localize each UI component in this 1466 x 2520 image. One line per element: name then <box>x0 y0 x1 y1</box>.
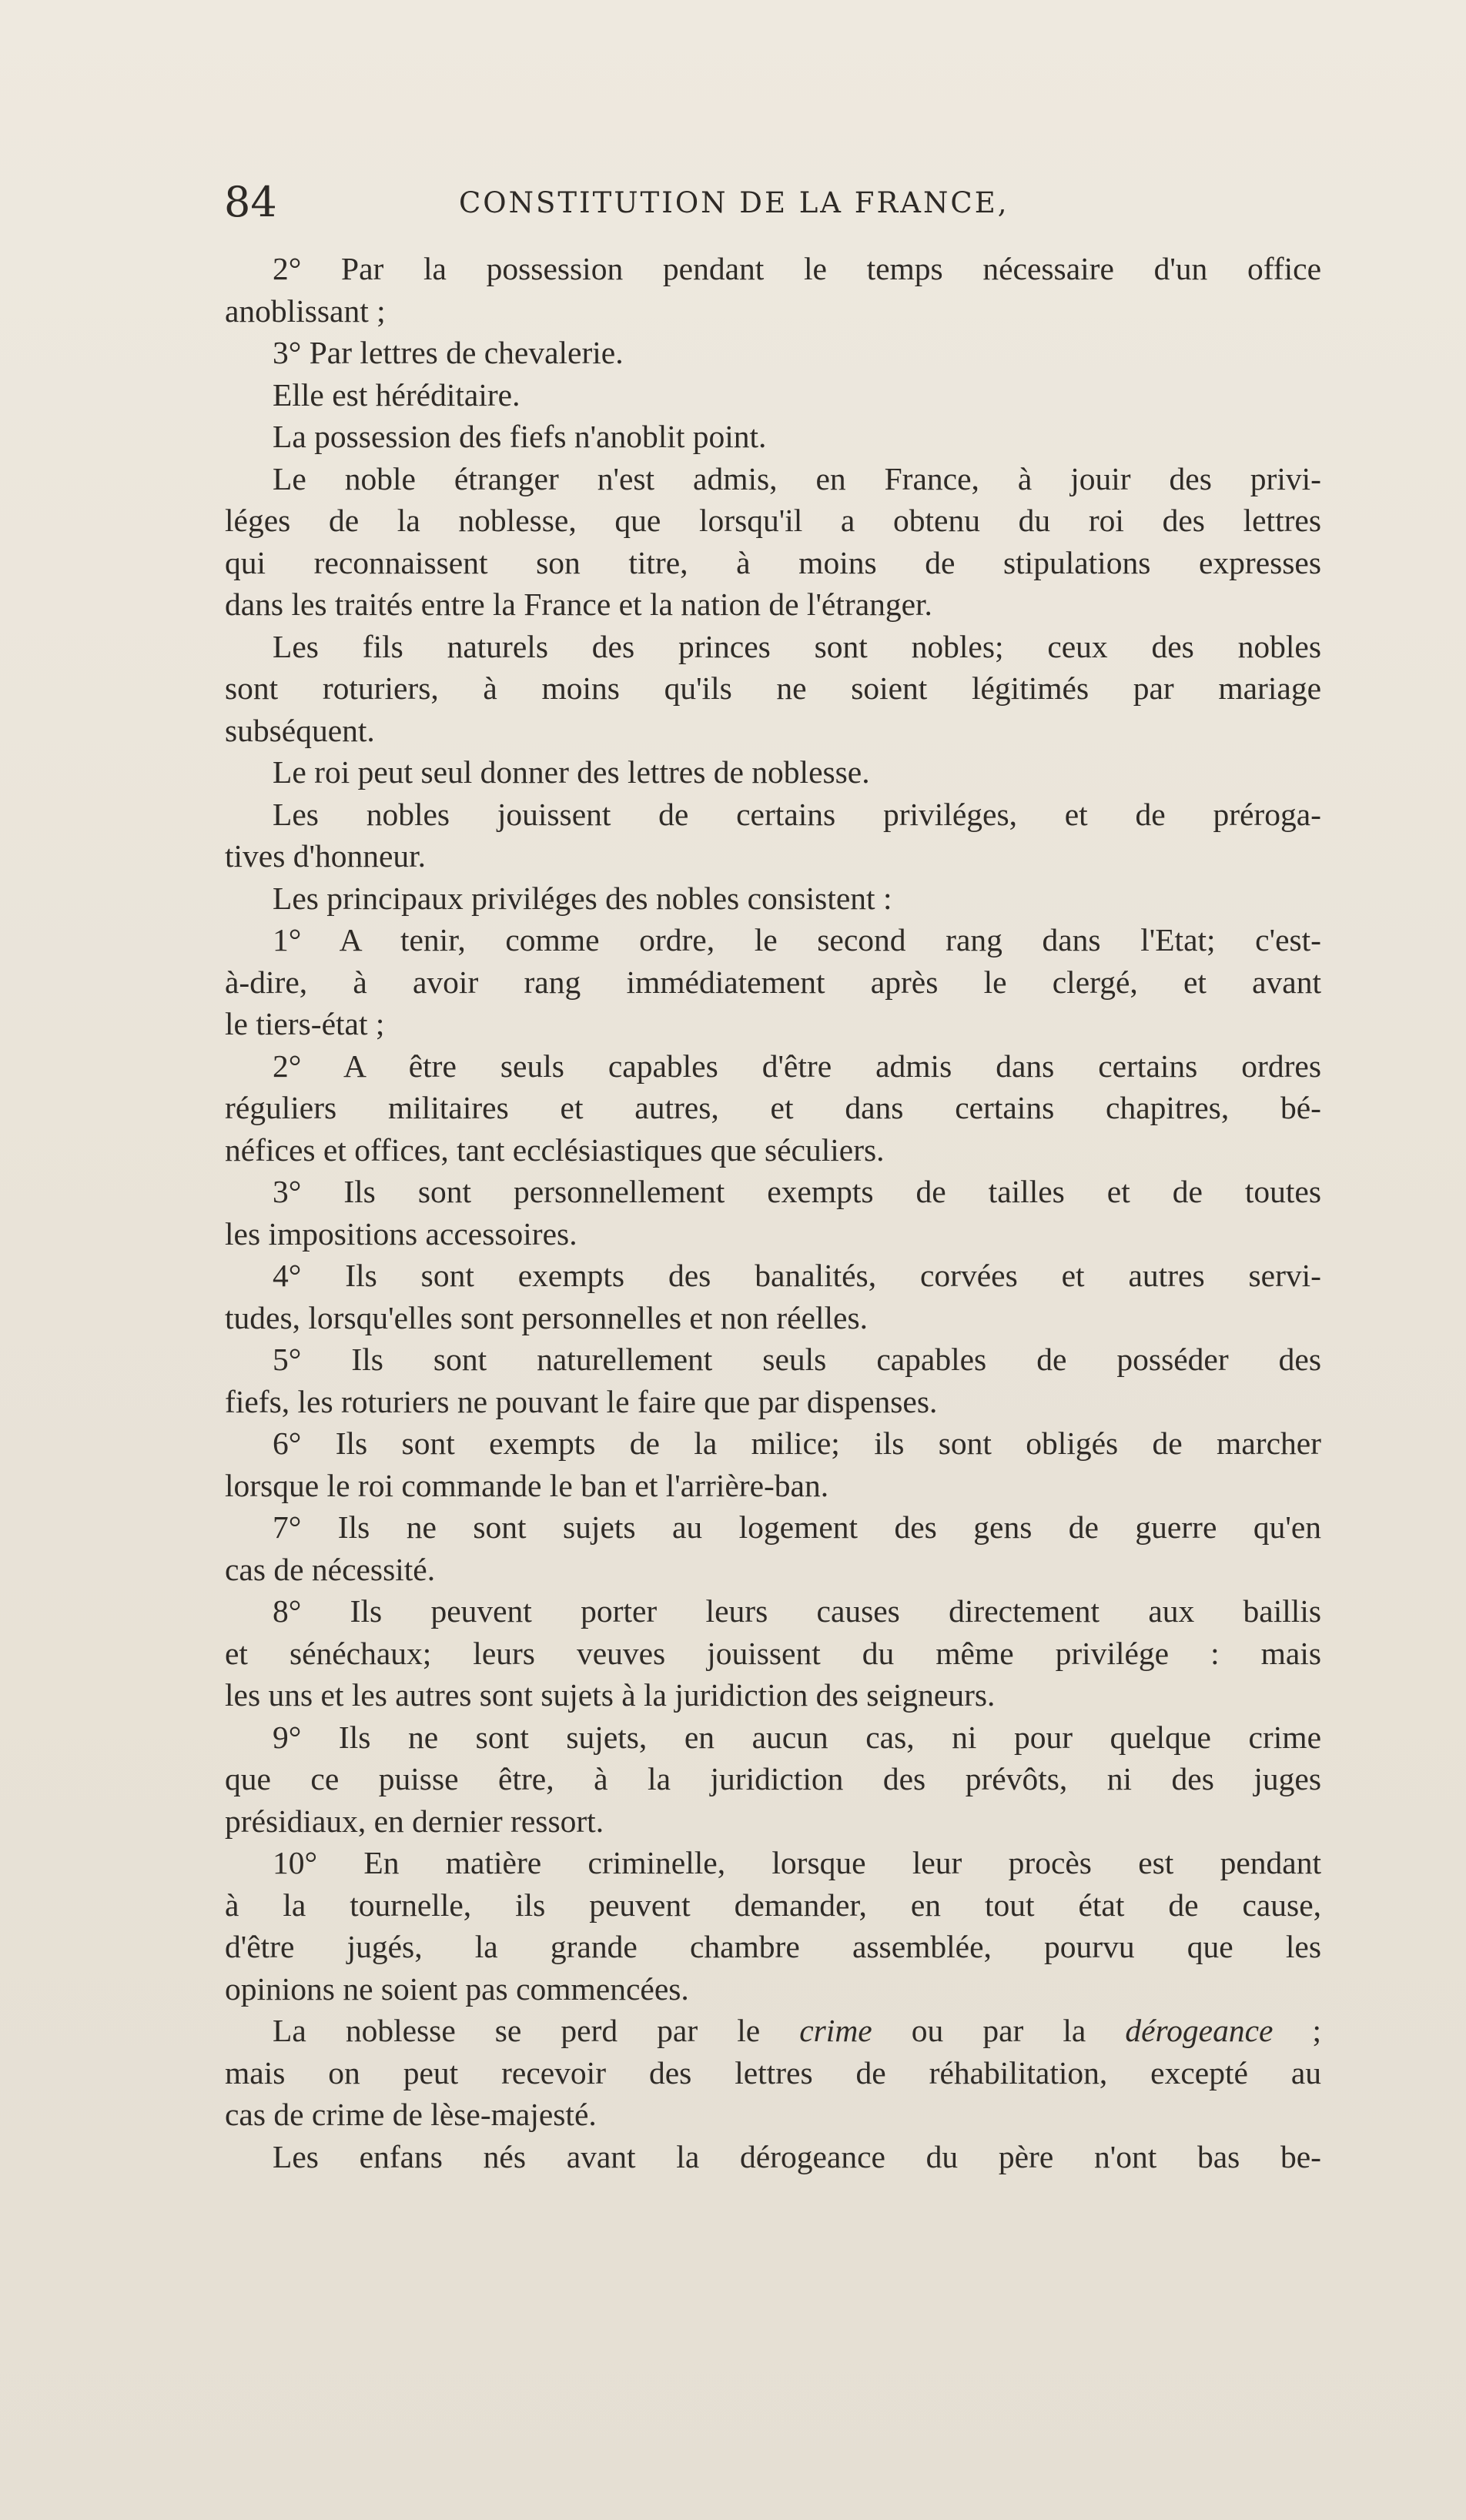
text-line: 1° A tenir, comme ordre, le second rang dans l'Etat; c'est- <box>273 922 1321 958</box>
text-line: 3° Par lettres de chevalerie. <box>273 335 624 370</box>
text-line: 6° Ils sont exempts de la milice; ils sont obligés de marcher <box>273 1425 1321 1461</box>
text-line: réguliers militaires et autres, et dans certains chapitres, bé- <box>225 1090 1321 1125</box>
text-line: 8° Ils peuvent porter leurs causes directement aux baillis <box>273 1593 1321 1629</box>
text-line: 7° Ils ne sont sujets au logement des gens de guerre qu'en <box>273 1509 1321 1545</box>
text-line: le tiers-état ; <box>225 1006 385 1041</box>
text-run: ou par la <box>872 2013 1126 2048</box>
text-line: tives d'honneur. <box>225 838 427 874</box>
text-line: opinions ne soient pas commencées. <box>225 1970 689 2007</box>
italic-word: dérogeance <box>1125 2013 1274 2048</box>
text-line: à-dire, à avoir rang immédiatement après le clergé, et avant <box>225 964 1321 1000</box>
text-run: La noblesse se perd par le <box>273 2013 800 2048</box>
text-line: 2° A être seuls capables d'être admis dans certains ordres <box>273 1048 1321 1084</box>
text-line: lorsque le roi commande le ban et l'arrière-ban. <box>225 1467 829 1503</box>
text-line: cas de crime de lèse-majesté. <box>225 2097 597 2132</box>
text-line: les impositions accessoires. <box>225 1215 577 1252</box>
text-line: 3° Ils sont personnellement exempts de tailles et de toutes <box>273 1174 1321 1209</box>
text-line: La possession des fiefs n'anoblit point. <box>273 419 767 454</box>
text-line: 4° Ils sont exempts des banalités, corvées et autres servi- <box>273 1258 1321 1293</box>
text-line: Le noble étranger n'est admis, en France, à jouir des privi- <box>273 460 1321 496</box>
text-line: mais on peut recevoir des lettres de réhabilitation, excepté au <box>225 2054 1321 2091</box>
running-title: CONSTITUTION DE LA FRANCE, <box>459 186 1009 219</box>
text-line: sont roturiers, à moins qu'ils ne soient légitimés par mariage <box>225 670 1321 706</box>
text-line: 10° En matière criminelle, lorsque leur procès est pendant <box>273 1845 1321 1880</box>
text-line: d'être jugés, la grande chambre assemblée, pourvu que les <box>225 1929 1321 1964</box>
text-line: néfices et offices, tant ecclésiastiques que séculiers. <box>225 1131 885 1168</box>
text-line: que ce puisse être, à la juridiction des prévôts, ni des juges <box>225 1761 1321 1796</box>
text-line: 9° Ils ne sont sujets, en aucun cas, ni pour quelque crime <box>273 1719 1321 1755</box>
text-line: anoblissant ; <box>225 292 386 329</box>
text-line: subséquent. <box>225 712 375 748</box>
text-line: 2° Par la possession pendant le temps nécessaire d'un office <box>273 251 1321 286</box>
italic-word: crime <box>799 2013 872 2048</box>
text-line: 5° Ils sont naturellement seuls capables de posséder des <box>273 1342 1321 1377</box>
text-run: ; <box>1273 2013 1321 2048</box>
text-line: cas de nécessité. <box>225 1551 436 1587</box>
text-line: Le roi peut seul donner des lettres de noblesse. <box>273 754 870 790</box>
text-line: tudes, lorsqu'elles sont personnelles et non réelles. <box>225 1299 868 1335</box>
text-line: présidiaux, en dernier ressort. <box>225 1803 604 1839</box>
text-line: et sénéchaux; leurs veuves jouissent du même privilége : mais <box>225 1635 1321 1671</box>
text-line: les uns et les autres sont sujets à la juridiction des seigneurs. <box>225 1677 996 1713</box>
page-number: 84 <box>224 178 277 226</box>
text-line <box>225 2010 1321 2052</box>
text-line: fiefs, les roturiers ne pouvant le faire que par dispenses. <box>225 1383 938 1419</box>
text-line: dans les traités entre la France et la nation de l'étranger. <box>225 587 932 622</box>
text-line: Les enfans nés avant la dérogeance du père n'ont bas be- <box>273 2138 1321 2174</box>
text-line: léges de la noblesse, que lorsqu'il a obtenu du roi des lettres <box>225 503 1321 538</box>
page-header <box>224 175 1086 229</box>
text-line: Les nobles jouissent de certains priviléges, et de préroga- <box>273 796 1321 832</box>
text-line: à la tournelle, ils peuvent demander, en tout état de cause, <box>225 1887 1321 1923</box>
text-line: Les fils naturels des princes sont nobles; ceux des nobles <box>273 628 1321 664</box>
text-line: Les principaux priviléges des nobles consistent : <box>273 880 892 916</box>
body-text <box>225 248 1321 2177</box>
text-line: qui reconnaissent son titre, à moins de stipulations expresses <box>225 544 1321 580</box>
text-line: Elle est héréditaire. <box>273 376 520 413</box>
